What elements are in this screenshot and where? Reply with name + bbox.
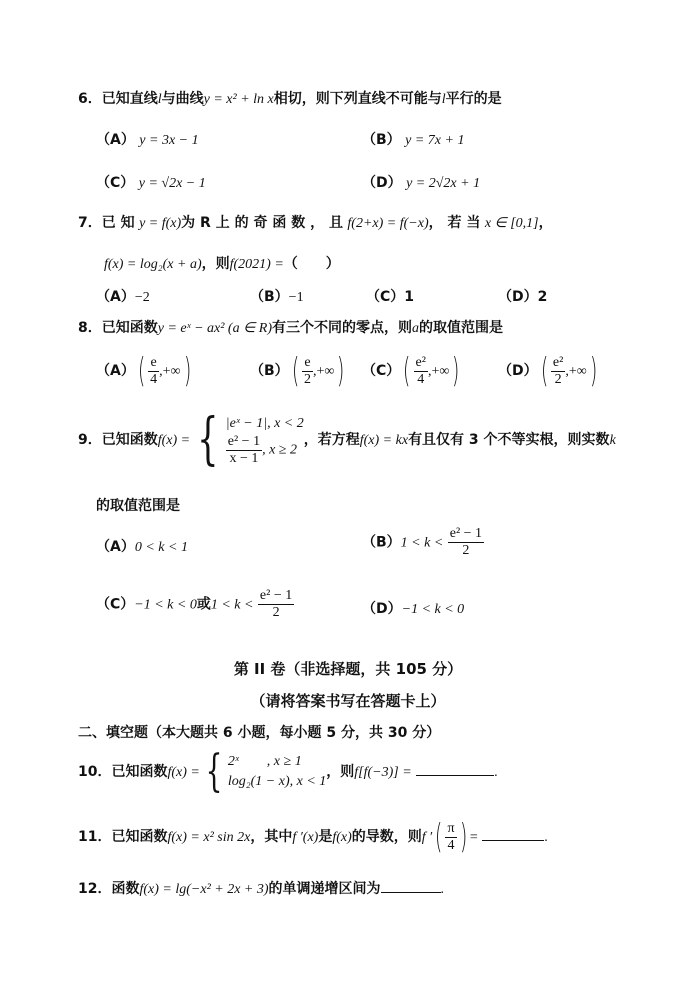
piecewise-function: 2ˣ , x ≥ 1 log₂(1 − x), x < 1: [227, 754, 327, 789]
answer-blank[interactable]: [482, 840, 544, 841]
question-number: 8．: [78, 320, 102, 336]
option-c: （C）1: [366, 289, 415, 305]
question-9-cont: 的取值范围是: [96, 498, 180, 514]
option-d: （D）( $\frac{\text{e²}}{2}$ ,+∞): [498, 351, 597, 391]
question-number: 10．: [78, 764, 112, 780]
question-9: 9．已知函数f(x) = { |eˣ − 1|, x < 2 $\frac{\text{e² − 1}}{x - 1}$ , x ≥ 2 ，若方程f(x) = kx有且仅有 3 个不等实根，则实数k: [78, 407, 616, 472]
question-10: 10．已知函数f(x) = { 2ˣ , x ≥ 1 log₂(1 − x), x < 1 ，则f[f(−3)] = .: [78, 746, 498, 797]
option-b: （B） y = 7x + 1: [362, 132, 465, 148]
part-2-note: （请将答案书写在答题卡上）: [250, 692, 446, 710]
question-number: 6．: [78, 91, 102, 107]
option-a: （A） y = 3x − 1: [96, 132, 199, 148]
question-number: 12．: [78, 881, 112, 897]
question-7-cont: f(x) = log₂(x + a)，则f(2021) =（ ）: [104, 256, 340, 272]
option-b: （B）( $\frac{e}{2}$ ,+∞): [250, 351, 345, 391]
question-7: 7．已 知 y = f(x)为 R 上 的 奇 函 数 ， 且 f(2+x) = f(−x)， 若 当 x ∈ [0,1]，: [78, 215, 553, 231]
question-6: 6．已知直线l与曲线y = x² + ln x相切，则下列直线不可能与l平行的是: [78, 91, 502, 107]
question-number: 11．: [78, 829, 112, 845]
piecewise-function: |eˣ − 1|, x < 2 $\frac{\text{e² − 1}}{x - 1}$ , x ≥ 2: [225, 415, 304, 466]
option-c: （C） y = √2x − 1: [96, 175, 206, 191]
option-d: （D）2: [498, 289, 548, 305]
part-2-title: 第 II 卷（非选择题，共 105 分）: [233, 660, 463, 678]
question-8: 8．已知函数y = eˣ − ax² (a ∈ R)有三个不同的零点，则a的取值范围是: [78, 320, 504, 336]
option-b: （B）−1: [250, 289, 304, 305]
question-12: 12．函数f(x) = lg(−x² + 2x + 3)的单调递增区间为 .: [78, 881, 445, 897]
option-d: （D） y = 2√2x + 1: [362, 175, 481, 191]
question-number: 9．: [78, 432, 102, 448]
option-b: （B）1 < k < $\frac{\text{e² − 1}}{2}$: [362, 526, 483, 558]
option-a: （A）0 < k < 1: [96, 539, 188, 555]
section-heading: 二、填空题（本大题共 6 小题，每小题 5 分，共 30 分）: [78, 725, 441, 741]
option-a: （A）( $\frac{e}{4}$ ,+∞): [96, 351, 191, 391]
answer-blank[interactable]: [416, 775, 494, 776]
option-d: （D）−1 < k < 0: [362, 601, 465, 617]
curve-formula: y = x² + ln x: [203, 92, 274, 107]
option-c: （C）( $\frac{\text{e²}}{4}$ ,+∞): [362, 351, 460, 391]
question-11: 11．已知函数f(x) = x² sin 2x，其中f ′(x)是f(x)的导数，则f ′( $\frac{\pi}{4}$ ) = .: [78, 817, 548, 857]
option-c: （C）−1 < k < 0或1 < k < $\frac{\text{e² − 1}}{2}$: [96, 588, 293, 620]
question-number: 7．: [78, 215, 102, 231]
answer-blank[interactable]: [381, 892, 441, 893]
option-a: （A）−2: [96, 289, 150, 305]
